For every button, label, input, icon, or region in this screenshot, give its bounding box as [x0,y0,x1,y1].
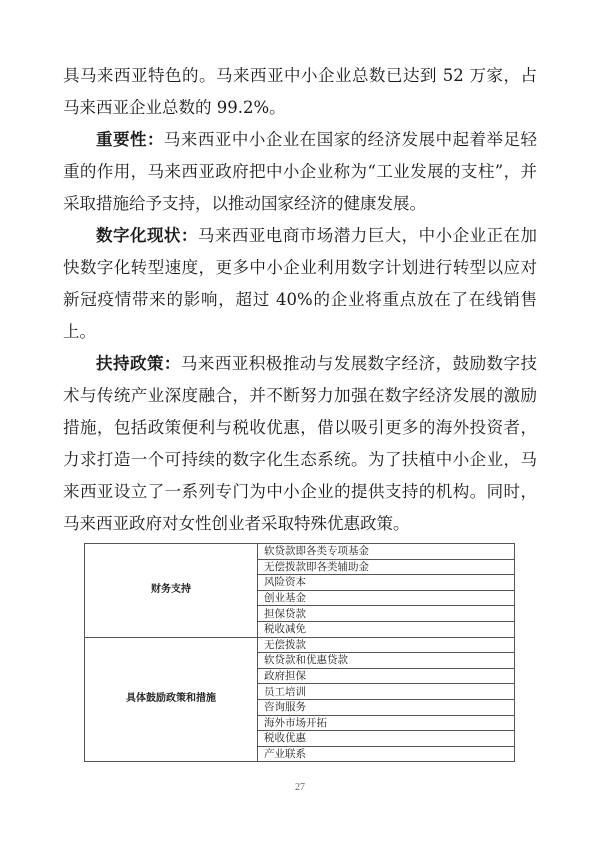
paragraph-importance [63,124,537,220]
paragraph-digital-status [63,220,537,348]
category-specific-policies: 具体鼓励政策和措施 [85,637,258,762]
importance-heading: 重要性： [96,130,164,149]
table-cell: 软贷款和优惠贷款 [258,653,515,669]
policy-table [84,543,515,762]
table-cell: 软贷款即各类专项基金 [258,544,515,560]
table-cell: 担保贷款 [258,606,515,622]
table-cell: 风险资本 [258,575,515,591]
support-policy-heading: 扶持政策： [96,354,181,373]
digital-status-text: 马来西亚电商市场潜力巨大，中小企业正在加快数字化转型速度，更多中小企业利用数字计划进行转型以应对新冠疫情带来的影响，超过 40%的企业将重点放在了在线销售上。 [63,226,538,341]
table-cell: 创业基金 [258,590,515,606]
table-cell: 无偿拨款 [258,637,515,653]
support-policy-text: 马来西亚积极推动与发展数字经济，鼓励数字技术与传统产业深度融合，并不断努力加强在数字经济发展的激励措施，包括政策便利与税收优惠，借以吸引更多的海外投资者，力求打造一个可持续的数字化生态系统。为了扶植中小企业，马来西亚设立了一系列专门为中小企业的提供支持的机构。同时，马来西亚政府对女性创业者采取特殊优惠政策。 [63,354,538,533]
paragraph-intro: 具马来西亚特色的。马来西亚中小企业总数已达到 52 万家，占马来西亚企业总数的 99.2%。 [63,66,537,117]
paragraph-support-policy [63,348,537,540]
page-number: 27 [295,782,305,793]
document-body [63,60,537,540]
table-cell: 员工培训 [258,684,515,700]
table-cell: 税收优惠 [258,731,515,747]
table-row [85,637,515,653]
digital-status-heading: 数字化现状： [96,226,198,245]
table-cell: 海外市场开拓 [258,715,515,731]
table-cell: 咨询服务 [258,699,515,715]
table-cell: 政府担保 [258,668,515,684]
table-cell: 税收减免 [258,621,515,637]
category-financial-support: 财务支持 [85,544,258,638]
table-row [85,544,515,560]
importance-text: 马来西亚中小企业在国家的经济发展中起着举足轻重的作用，马来西亚政府把中小企业称为“工业发展的支柱”，并采取措施给予支持，以推动国家经济的健康发展。 [63,130,538,213]
table-cell: 产业联系 [258,746,515,762]
table-cell: 无偿拨款即各类辅助金 [258,559,515,575]
